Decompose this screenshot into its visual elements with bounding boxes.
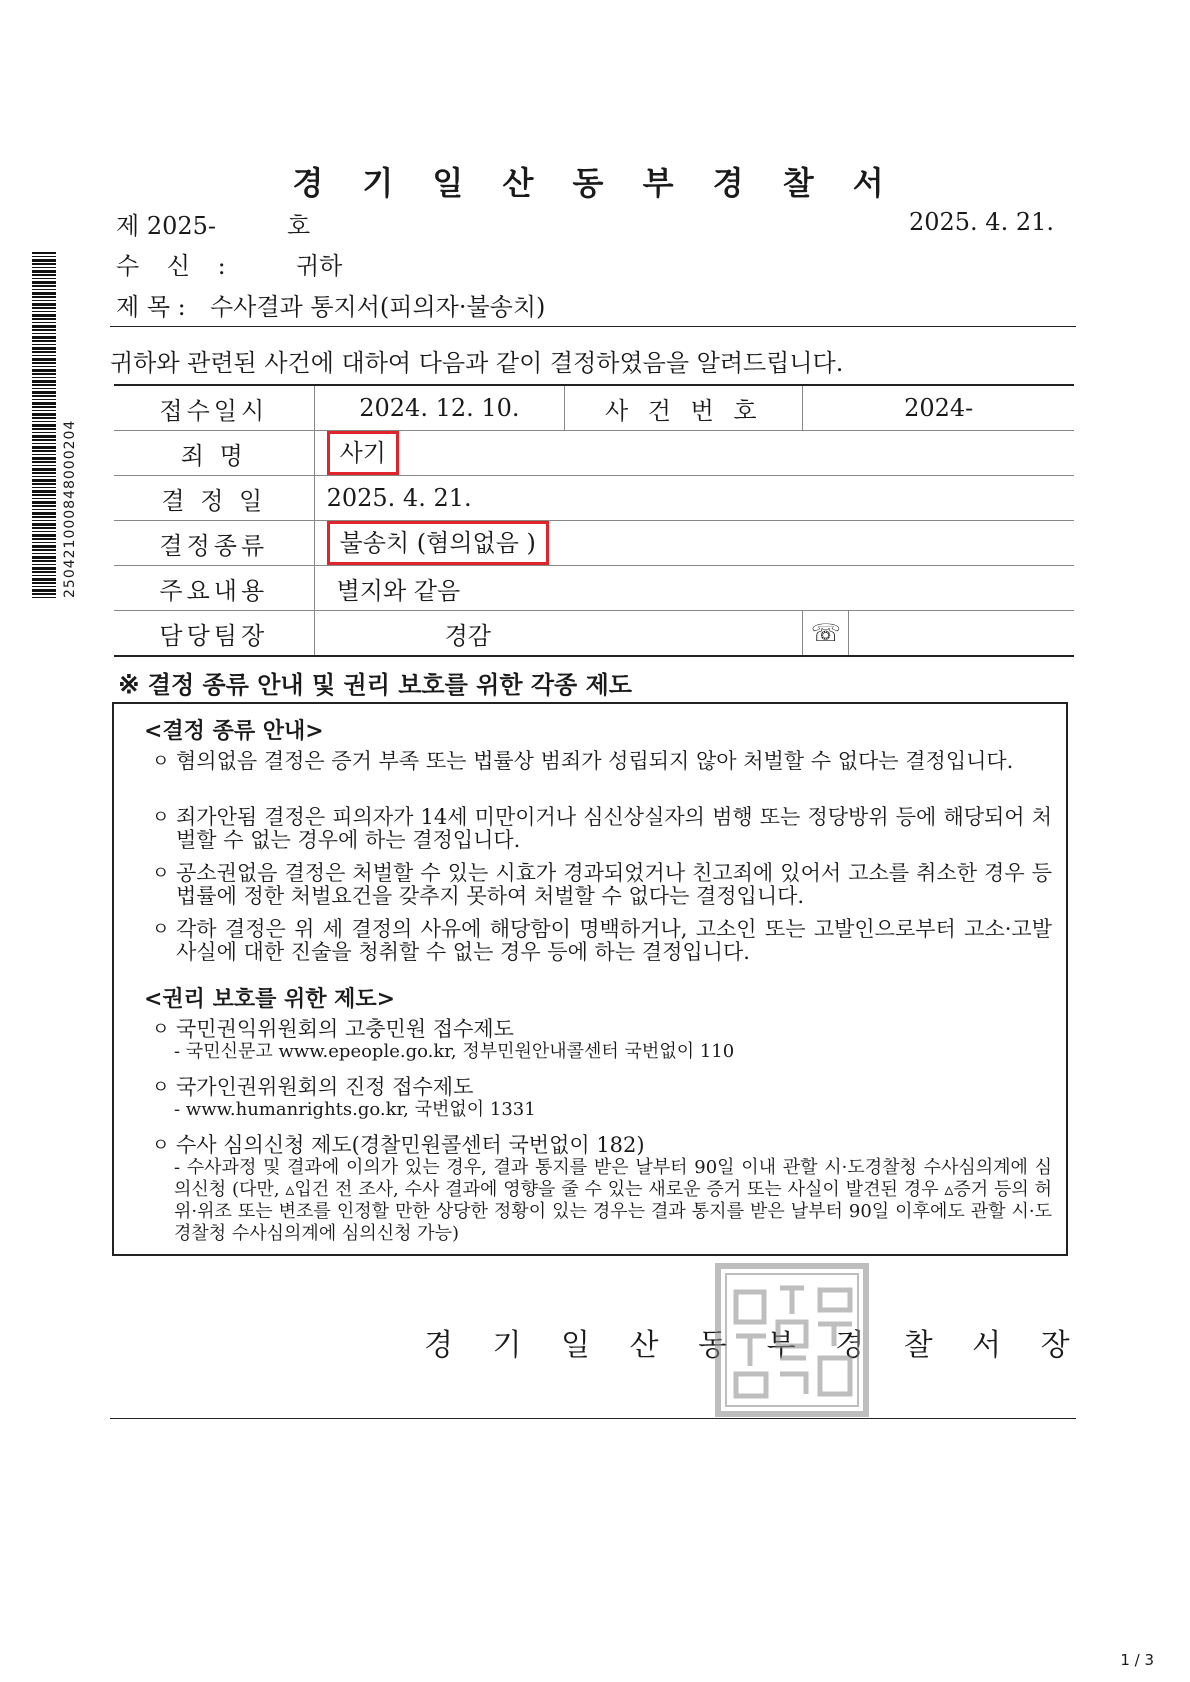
issuing-authority: 경 기 일 산 동 부 경 찰 서 장 [424,1328,1085,1363]
list-item [152,1134,1052,1245]
bullet-icon: ㅇ [152,1077,170,1098]
team-leader-value: 경감 [314,611,803,657]
barcode-number: 250421000848000204 [62,419,78,598]
table-row [114,521,1074,566]
notice-box [112,702,1068,1256]
decision-date-label: 결 정 일 [114,476,314,521]
recipient-value: 귀하 [296,252,343,280]
list-item [152,862,1052,908]
footer-divider [110,1418,1076,1419]
crime-cell [314,431,1074,476]
decision-type-value: 불송치 (혐의없음 ) [327,521,549,565]
intro-sentence: 귀하와 관련된 사건에 대하여 다음과 같이 결정하였음을 알려드립니다. [110,349,844,377]
list-item-title: 수사 심의신청 제도(경찰민원콜센터 국번없이 182) [176,1133,645,1157]
list-item-text: 죄가안됨 결정은 피의자가 14세 미만이거나 심신상실자의 범행 또는 정당방위 등에 해당되어 처벌할 수 없는 경우에 하는 결정입니다. [176,805,1052,852]
list-item-detail: - 국민신문고 www.epeople.go.kr, 정부민원안내콜센터 국번없이 110 [174,1041,735,1062]
bullet-icon: ㅇ [152,751,170,772]
list-item [152,918,1052,964]
table-row [114,476,1074,521]
phone-icon: ☏ [803,611,849,657]
official-seal [714,1262,870,1418]
team-leader-label: 담당팀장 [114,611,314,657]
bullet-icon: ㅇ [152,1019,170,1040]
table-row [114,611,1074,657]
list-item [152,806,1052,852]
table-row [114,431,1074,476]
list-item-detail: - 수사과정 및 결과에 이의가 있는 경우, 결과 통지를 받은 날부터 90일 이내 관할 시·도경찰청 수사심의계에 심의신청 (다만, ▵입건 전 조사, 수사 결과에 영향을 줄 수 있는 새로운 증거 또는 사실이 발견된 경우 ▵증거 등의 허위·위조 또는 변조를 인정할 만한 상당한 정황이 있는 경우는 결과 통지를 받은 날부터 90일 이후에도 관할 시·도경찰청 수사심의계에 심의신청 가능) [174,1157,1052,1244]
case-number-value: 2024- [803,385,1074,431]
list-item [152,750,1052,773]
bullet-icon: ㅇ [152,807,170,828]
barcode [32,252,56,598]
case-info-table [114,384,1074,657]
bullet-icon: ㅇ [152,1135,170,1156]
table-row [114,566,1074,611]
document-date: 2025. 4. 21. [908,208,1054,236]
notes-heading [118,665,632,700]
list-item [152,1076,1052,1121]
case-number-label: 사 건 번 호 [565,385,803,431]
table-row [114,385,1074,431]
decision-type-cell [314,521,1074,566]
list-item-text: 공소권없음 결정은 처벌할 수 있는 시효가 경과되었거나 친고죄에 있어서 고소를 취소한 경우 등 법률에 정한 처벌요건을 갖추지 못하여 처벌할 수 없다는 결정입니다. [176,861,1052,908]
list-item-text: 혐의없음 결정은 증거 부족 또는 법률상 범죄가 성립되지 않아 처벌할 수 없다는 결정입니다. [176,749,1014,773]
page-number: 1 / 3 [1120,1651,1154,1669]
crime-label: 죄 명 [114,431,314,476]
subject-value: 수사결과 통지서(피의자·불송치) [210,293,546,321]
list-item-text: 각하 결정은 위 세 결정의 사유에 해당함이 명백하거나, 고소인 또는 고발인으로부터 고소·고발 사실에 대한 진술을 청취할 수 없는 경우 등에 하는 결정입니다. [176,917,1052,964]
reference-mark: ※ [118,670,140,700]
crime-value: 사기 [327,431,399,475]
received-date-value: 2024. 12. 10. [314,385,565,431]
main-content-label: 주요내용 [114,566,314,611]
notes-heading-text: 결정 종류 안내 및 권리 보호를 위한 각종 제도 [147,670,632,699]
list-item-detail: - www.humanrights.go.kr, 국번없이 1331 [174,1099,536,1120]
phone-value [849,611,1074,657]
document-title: 경 기 일 산 동 부 경 찰 서 [292,164,898,202]
list-item [152,1018,1052,1063]
list-item-title: 국가인권위원회의 진정 접수제도 [176,1075,474,1099]
decision-date-value: 2025. 4. 21. [314,476,1074,521]
decision-type-label: 결정종류 [114,521,314,566]
document-number: 제 2025- [116,212,217,240]
bullet-icon: ㅇ [152,919,170,940]
section-decision-types-title: <결정 종류 안내> [144,718,324,744]
bullet-icon: ㅇ [152,863,170,884]
recipient-label: 수 신 : [116,252,236,280]
subject-label: 제 목 : [116,293,186,321]
section-rights-title: <권리 보호를 위한 제도> [144,986,396,1012]
list-item-title: 국민권익위원회의 고충민원 접수제도 [176,1017,514,1041]
main-content-value: 별지와 같음 [314,566,1074,611]
header-divider [110,326,1076,327]
received-date-label: 접수일시 [114,385,314,431]
document-number-suffix: 호 [287,212,311,240]
